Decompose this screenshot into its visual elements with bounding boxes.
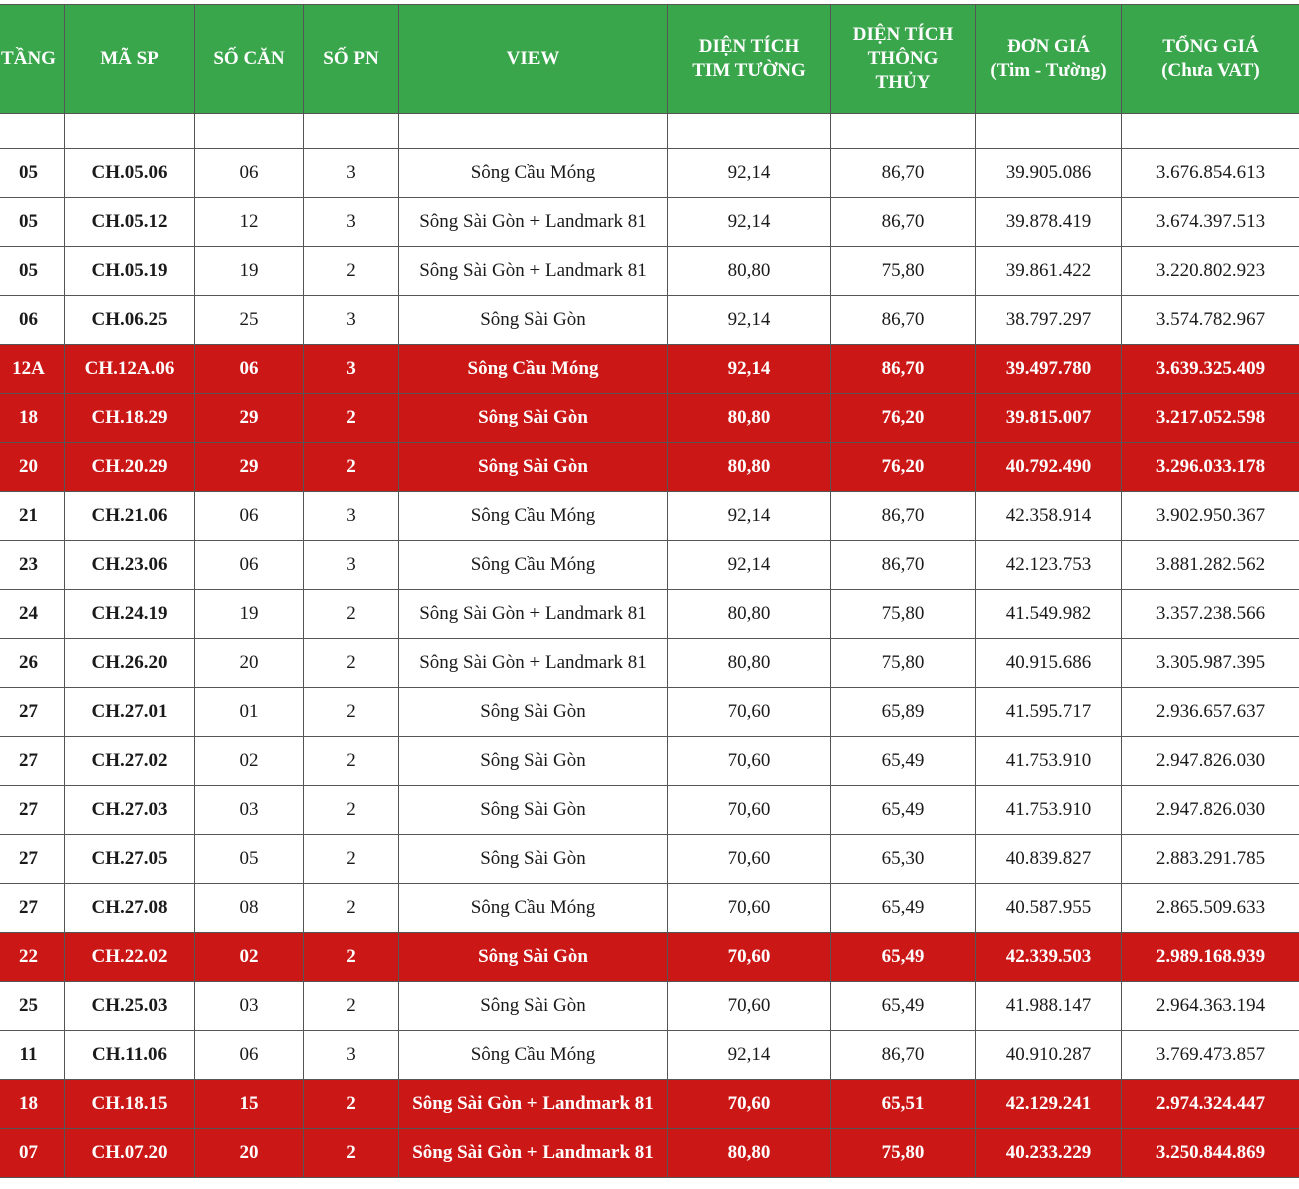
- cell-area-wall: 70,60: [668, 786, 831, 835]
- cell-bedrooms: 3: [304, 345, 399, 394]
- cell-total: 3.217.052.598: [1122, 394, 1299, 443]
- cell-floor: 06: [0, 296, 65, 345]
- cell-total: 3.674.397.513: [1122, 198, 1299, 247]
- cell-area-clear: 86,70: [831, 345, 976, 394]
- cell-bedrooms: 2: [304, 1129, 399, 1178]
- cell-total: 3.220.802.923: [1122, 247, 1299, 296]
- cell-bedrooms: 2: [304, 884, 399, 933]
- cell-area-wall: 70,60: [668, 982, 831, 1031]
- table-row: [0, 149, 1299, 198]
- cell-area-wall: 70,60: [668, 688, 831, 737]
- cell-unit-no: 05: [195, 835, 304, 884]
- cell-area-wall: 92,14: [668, 345, 831, 394]
- cell-area-clear: 86,70: [831, 149, 976, 198]
- cell-total: 2.974.324.447: [1122, 1080, 1299, 1129]
- cell-unit-no: 02: [195, 737, 304, 786]
- cell-unit-no: 29: [195, 443, 304, 492]
- col-header-floor: TẦNG: [0, 5, 65, 114]
- cell-area-wall: 92,14: [668, 541, 831, 590]
- col-header-area-wall: DIỆN TÍCH TIM TƯỜNG: [668, 5, 831, 114]
- cell-floor: 27: [0, 688, 65, 737]
- cell-total: 2.865.509.633: [1122, 884, 1299, 933]
- cell-view: Sông Cầu Móng: [399, 149, 668, 198]
- cell-code: CH.27.02: [65, 737, 195, 786]
- table-row: [0, 541, 1299, 590]
- table-row: [0, 492, 1299, 541]
- cell-view: Sông Sài Gòn + Landmark 81: [399, 198, 668, 247]
- cell-view: Sông Sài Gòn: [399, 443, 668, 492]
- cell-unit-no: 06: [195, 1031, 304, 1080]
- cell-total: 3.574.782.967: [1122, 296, 1299, 345]
- cell-unit-price: 39.497.780: [976, 345, 1122, 394]
- cell-total: 3.881.282.562: [1122, 541, 1299, 590]
- table-row: [0, 198, 1299, 247]
- cell-code: CH.05.06: [65, 149, 195, 198]
- cell-area-clear: 86,70: [831, 1031, 976, 1080]
- cell-bedrooms: 3: [304, 149, 399, 198]
- cell-floor: 27: [0, 737, 65, 786]
- cell-area-clear: 86,70: [831, 541, 976, 590]
- cell-unit-no: 03: [195, 982, 304, 1031]
- cell-unit-price: 38.797.297: [976, 296, 1122, 345]
- cell-area-clear: 75,80: [831, 247, 976, 296]
- cell-floor: 12A: [0, 345, 65, 394]
- cell-bedrooms: 2: [304, 737, 399, 786]
- cell-unit-price: 40.233.229: [976, 1129, 1122, 1178]
- cell-view: Sông Sài Gòn: [399, 982, 668, 1031]
- cell-unit-price: 40.587.955: [976, 884, 1122, 933]
- table-row: [0, 688, 1299, 737]
- table-row: [0, 1031, 1299, 1080]
- cell-unit-price: 39.878.419: [976, 198, 1122, 247]
- cell-bedrooms: 3: [304, 296, 399, 345]
- cell-area-clear: 65,89: [831, 688, 976, 737]
- cell-unit-no: 06: [195, 541, 304, 590]
- cell-view: Sông Sài Gòn: [399, 688, 668, 737]
- cell-area-wall: 70,60: [668, 933, 831, 982]
- cell-code: CH.21.06: [65, 492, 195, 541]
- cell-unit-price: 40.915.686: [976, 639, 1122, 688]
- cell-area-clear: 75,80: [831, 1129, 976, 1178]
- cell-code: CH.27.03: [65, 786, 195, 835]
- cell-floor: 23: [0, 541, 65, 590]
- cell-view: Sông Sài Gòn + Landmark 81: [399, 247, 668, 296]
- cell-area-wall: 80,80: [668, 443, 831, 492]
- cell-area-wall: 80,80: [668, 639, 831, 688]
- table-row: [0, 933, 1299, 982]
- cell-bedrooms: 2: [304, 443, 399, 492]
- cell-area-wall: 80,80: [668, 394, 831, 443]
- cell-bedrooms: 2: [304, 1080, 399, 1129]
- col-header-code: MÃ SP: [65, 5, 195, 114]
- table-row: [0, 786, 1299, 835]
- table-row: [0, 737, 1299, 786]
- cell-area-clear: 65,49: [831, 786, 976, 835]
- cell-bedrooms: 3: [304, 1031, 399, 1080]
- cell-floor: 25: [0, 982, 65, 1031]
- cell-bedrooms: 2: [304, 982, 399, 1031]
- cell-floor: 26: [0, 639, 65, 688]
- cell-area-clear: 86,70: [831, 198, 976, 247]
- cell-code: CH.26.20: [65, 639, 195, 688]
- cell-area-clear: 65,49: [831, 982, 976, 1031]
- table-row: [0, 884, 1299, 933]
- table-row: [0, 639, 1299, 688]
- cell-unit-no: 06: [195, 492, 304, 541]
- cell-area-wall: 70,60: [668, 835, 831, 884]
- cell-code: CH.22.02: [65, 933, 195, 982]
- cell-view: Sông Sài Gòn + Landmark 81: [399, 639, 668, 688]
- cell-unit-price: 42.358.914: [976, 492, 1122, 541]
- cell-floor: 24: [0, 590, 65, 639]
- cell-view: Sông Sài Gòn + Landmark 81: [399, 590, 668, 639]
- table-header-row: [0, 5, 1299, 114]
- cell-unit-price: 41.595.717: [976, 688, 1122, 737]
- cell-bedrooms: 3: [304, 492, 399, 541]
- cell-unit-no: 06: [195, 149, 304, 198]
- cell-unit-no: 20: [195, 639, 304, 688]
- cell-unit-price: 42.129.241: [976, 1080, 1122, 1129]
- cell-unit-no: 15: [195, 1080, 304, 1129]
- cell-unit-no: 08: [195, 884, 304, 933]
- table-row: [0, 247, 1299, 296]
- cell-code: CH.23.06: [65, 541, 195, 590]
- cell-view: Sông Sài Gòn: [399, 737, 668, 786]
- table-body: [0, 149, 1299, 1178]
- col-header-unit-no: SỐ CĂN: [195, 5, 304, 114]
- cell-area-wall: 92,14: [668, 492, 831, 541]
- cell-unit-price: 42.123.753: [976, 541, 1122, 590]
- cell-code: CH.27.01: [65, 688, 195, 737]
- cell-total: 3.902.950.367: [1122, 492, 1299, 541]
- cell-unit-price: 39.815.007: [976, 394, 1122, 443]
- col-header-area-clear: DIỆN TÍCH THÔNG THỦY: [831, 5, 976, 114]
- cell-unit-price: 41.988.147: [976, 982, 1122, 1031]
- cell-bedrooms: 2: [304, 786, 399, 835]
- cell-floor: 05: [0, 198, 65, 247]
- cell-area-wall: 70,60: [668, 884, 831, 933]
- cell-bedrooms: 2: [304, 933, 399, 982]
- cell-view: Sông Sài Gòn + Landmark 81: [399, 1080, 668, 1129]
- cell-total: 2.883.291.785: [1122, 835, 1299, 884]
- cell-code: CH.05.19: [65, 247, 195, 296]
- cell-view: Sông Sài Gòn: [399, 296, 668, 345]
- cell-code: CH.05.12: [65, 198, 195, 247]
- cell-unit-price: 41.753.910: [976, 737, 1122, 786]
- price-table: [0, 4, 1299, 1178]
- cell-total: 3.769.473.857: [1122, 1031, 1299, 1080]
- cell-unit-price: 39.905.086: [976, 149, 1122, 198]
- cell-bedrooms: 2: [304, 247, 399, 296]
- cell-total: 2.936.657.637: [1122, 688, 1299, 737]
- cell-view: Sông Sài Gòn: [399, 835, 668, 884]
- cell-view: Sông Sài Gòn: [399, 786, 668, 835]
- cell-view: Sông Cầu Móng: [399, 541, 668, 590]
- cell-total: 3.305.987.395: [1122, 639, 1299, 688]
- cell-code: CH.06.25: [65, 296, 195, 345]
- cell-view: Sông Cầu Móng: [399, 884, 668, 933]
- cell-code: CH.12A.06: [65, 345, 195, 394]
- table-spacer-row: [0, 114, 1299, 149]
- cell-view: Sông Cầu Móng: [399, 1031, 668, 1080]
- cell-view: Sông Cầu Móng: [399, 345, 668, 394]
- cell-total: 3.250.844.869: [1122, 1129, 1299, 1178]
- cell-area-wall: 80,80: [668, 247, 831, 296]
- cell-area-wall: 80,80: [668, 590, 831, 639]
- table-row: [0, 590, 1299, 639]
- cell-floor: 20: [0, 443, 65, 492]
- cell-floor: 11: [0, 1031, 65, 1080]
- cell-unit-no: 29: [195, 394, 304, 443]
- cell-view: Sông Sài Gòn: [399, 394, 668, 443]
- cell-total: 2.947.826.030: [1122, 786, 1299, 835]
- cell-code: CH.18.29: [65, 394, 195, 443]
- cell-unit-price: 39.861.422: [976, 247, 1122, 296]
- cell-unit-price: 40.792.490: [976, 443, 1122, 492]
- cell-area-wall: 92,14: [668, 198, 831, 247]
- cell-unit-price: 42.339.503: [976, 933, 1122, 982]
- cell-floor: 18: [0, 1080, 65, 1129]
- cell-view: Sông Cầu Móng: [399, 492, 668, 541]
- cell-code: CH.27.05: [65, 835, 195, 884]
- cell-unit-no: 20: [195, 1129, 304, 1178]
- cell-area-clear: 65,30: [831, 835, 976, 884]
- cell-floor: 27: [0, 786, 65, 835]
- table-row: [0, 443, 1299, 492]
- cell-bedrooms: 2: [304, 688, 399, 737]
- cell-code: CH.25.03: [65, 982, 195, 1031]
- col-header-bedrooms: SỐ PN: [304, 5, 399, 114]
- cell-total: 2.964.363.194: [1122, 982, 1299, 1031]
- col-header-unit-price: ĐƠN GIÁ (Tim - Tường): [976, 5, 1122, 114]
- cell-bedrooms: 2: [304, 394, 399, 443]
- table-row: [0, 394, 1299, 443]
- cell-unit-price: 40.910.287: [976, 1031, 1122, 1080]
- table-row: [0, 1080, 1299, 1129]
- cell-area-clear: 76,20: [831, 443, 976, 492]
- cell-area-clear: 86,70: [831, 492, 976, 541]
- cell-unit-no: 19: [195, 590, 304, 639]
- cell-area-wall: 92,14: [668, 149, 831, 198]
- cell-bedrooms: 3: [304, 541, 399, 590]
- cell-floor: 18: [0, 394, 65, 443]
- cell-area-clear: 65,49: [831, 933, 976, 982]
- cell-area-clear: 75,80: [831, 590, 976, 639]
- cell-area-clear: 86,70: [831, 296, 976, 345]
- cell-floor: 07: [0, 1129, 65, 1178]
- cell-unit-no: 12: [195, 198, 304, 247]
- cell-area-clear: 76,20: [831, 394, 976, 443]
- cell-unit-no: 03: [195, 786, 304, 835]
- cell-unit-no: 25: [195, 296, 304, 345]
- cell-unit-no: 01: [195, 688, 304, 737]
- cell-total: 3.676.854.613: [1122, 149, 1299, 198]
- cell-floor: 21: [0, 492, 65, 541]
- cell-area-wall: 92,14: [668, 296, 831, 345]
- cell-floor: 05: [0, 247, 65, 296]
- cell-total: 3.639.325.409: [1122, 345, 1299, 394]
- cell-unit-no: 19: [195, 247, 304, 296]
- cell-area-clear: 65,49: [831, 737, 976, 786]
- cell-area-wall: 70,60: [668, 737, 831, 786]
- cell-view: Sông Sài Gòn + Landmark 81: [399, 1129, 668, 1178]
- cell-code: CH.11.06: [65, 1031, 195, 1080]
- cell-unit-no: 06: [195, 345, 304, 394]
- cell-area-clear: 75,80: [831, 639, 976, 688]
- cell-area-clear: 65,49: [831, 884, 976, 933]
- table-row: [0, 345, 1299, 394]
- cell-total: 2.947.826.030: [1122, 737, 1299, 786]
- table-row: [0, 296, 1299, 345]
- cell-unit-no: 02: [195, 933, 304, 982]
- cell-total: 3.296.033.178: [1122, 443, 1299, 492]
- cell-code: CH.20.29: [65, 443, 195, 492]
- cell-floor: 27: [0, 884, 65, 933]
- cell-total: 3.357.238.566: [1122, 590, 1299, 639]
- table-row: [0, 982, 1299, 1031]
- cell-unit-price: 41.753.910: [976, 786, 1122, 835]
- cell-floor: 05: [0, 149, 65, 198]
- cell-total: 2.989.168.939: [1122, 933, 1299, 982]
- cell-area-wall: 80,80: [668, 1129, 831, 1178]
- table-row: [0, 835, 1299, 884]
- cell-unit-price: 40.839.827: [976, 835, 1122, 884]
- cell-floor: 27: [0, 835, 65, 884]
- cell-unit-price: 41.549.982: [976, 590, 1122, 639]
- cell-code: CH.07.20: [65, 1129, 195, 1178]
- cell-code: CH.27.08: [65, 884, 195, 933]
- cell-code: CH.18.15: [65, 1080, 195, 1129]
- cell-area-clear: 65,51: [831, 1080, 976, 1129]
- cell-bedrooms: 2: [304, 639, 399, 688]
- cell-bedrooms: 3: [304, 198, 399, 247]
- cell-area-wall: 92,14: [668, 1031, 831, 1080]
- cell-floor: 22: [0, 933, 65, 982]
- col-header-view: VIEW: [399, 5, 668, 114]
- table-row: [0, 1129, 1299, 1178]
- cell-bedrooms: 2: [304, 590, 399, 639]
- col-header-total: TỔNG GIÁ (Chưa VAT): [1122, 5, 1299, 114]
- cell-code: CH.24.19: [65, 590, 195, 639]
- cell-view: Sông Sài Gòn: [399, 933, 668, 982]
- cell-bedrooms: 2: [304, 835, 399, 884]
- cell-area-wall: 70,60: [668, 1080, 831, 1129]
